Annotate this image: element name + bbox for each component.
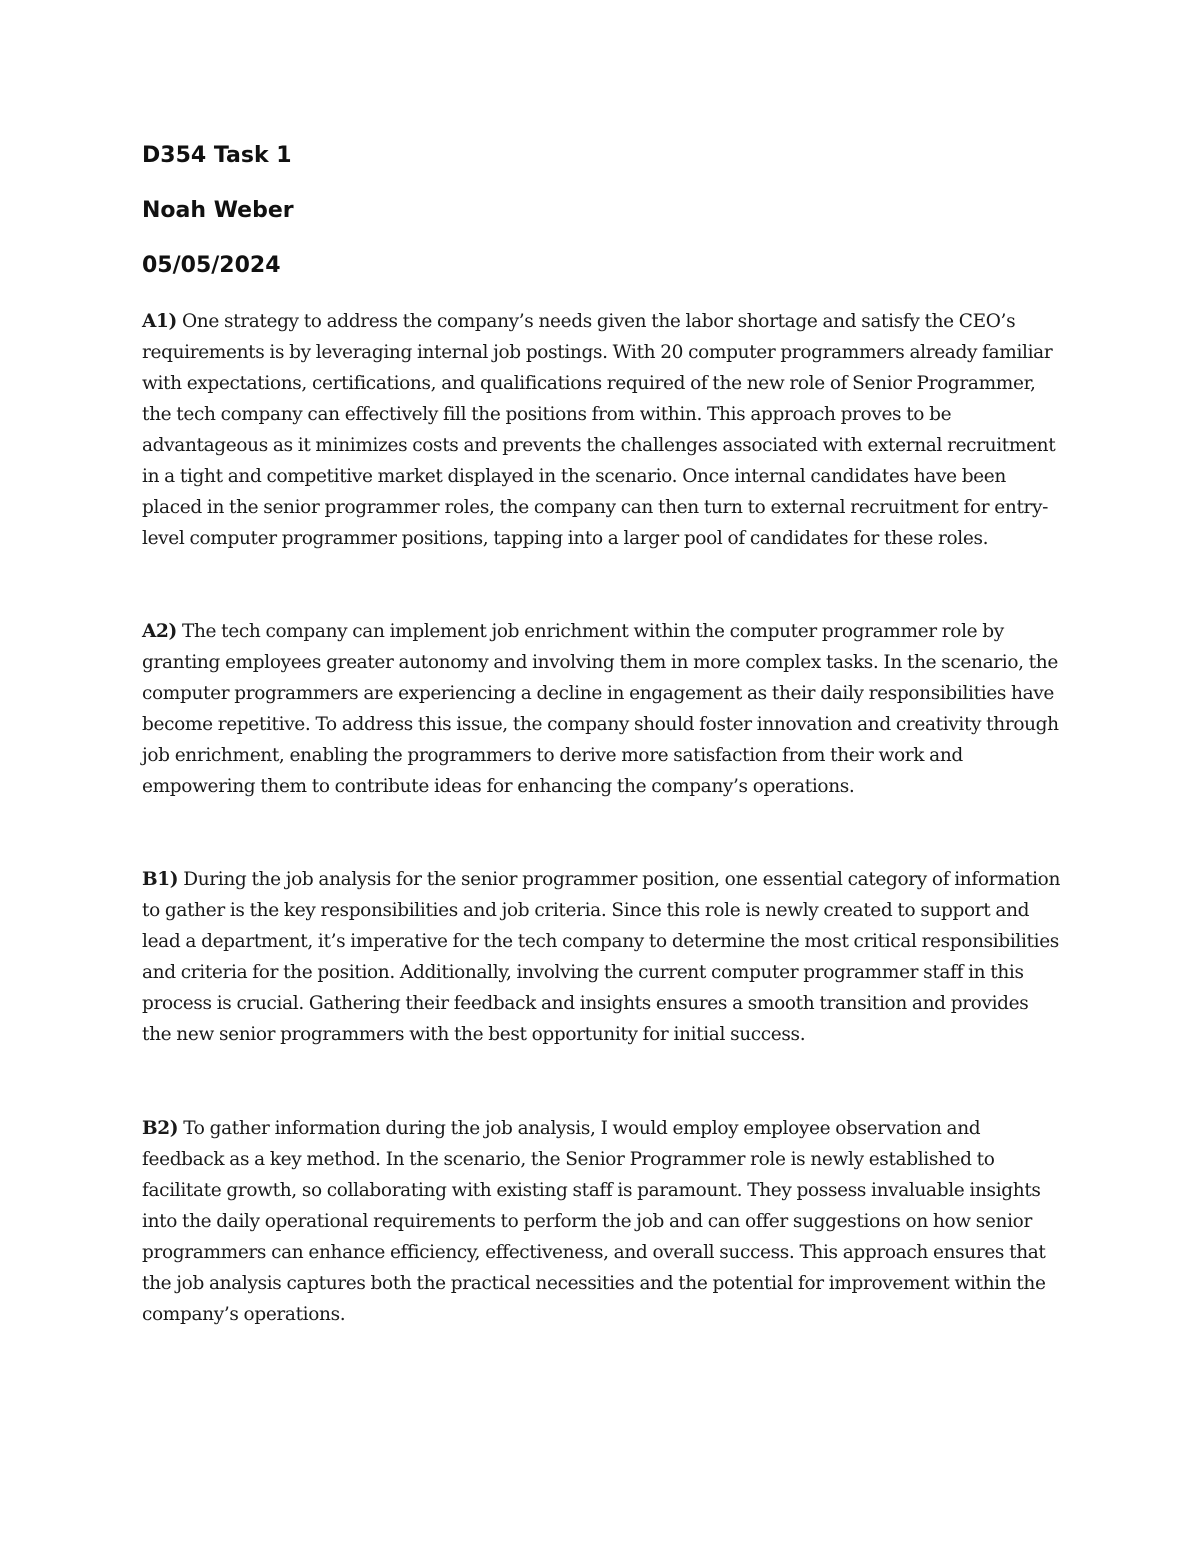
section-b1-paragraph xyxy=(142,864,1062,1050)
section-b2-text: To gather information during the job analysis, I would employ employee observation and feedback as a key method. In the scenario, the Senior Programmer role is newly established to facilitate growth, so collaborating with existing staff is paramount. They possess invaluable insights into the daily operational requirements to perform the job and can offer suggestions on how senior programmers can enhance efficiency, effectiveness, and overall success. This approach ensures that the job analysis captures both the practical necessities and the potential for improvement within the company’s operations. xyxy=(142,1118,1046,1325)
section-a1-label: A1) xyxy=(142,311,177,332)
section-b1-text: During the job analysis for the senior programmer position, one essential category of information to gather is the key responsibilities and job criteria. Since this role is newly created to support and lead a department, it’s imperative for the tech company to determine the most critical responsibilities and criteria for the position. Additionally, involving the current computer programmer staff in this process is crucial. Gathering their feedback and insights ensures a smooth transition and provides the new senior programmers with the best opportunity for initial success. xyxy=(142,869,1061,1045)
section-b2-paragraph xyxy=(142,1113,1062,1330)
section-a1-paragraph xyxy=(142,306,1062,554)
document-title: D354 Task 1 xyxy=(142,143,292,168)
section-b2-label: B2) xyxy=(142,1118,179,1139)
section-b1-label: B1) xyxy=(142,869,179,890)
author-name: Noah Weber xyxy=(142,198,294,223)
section-a2-text: The tech company can implement job enrichment within the computer programmer role by granting employees greater autonomy and involving them in more complex tasks. In the scenario, the computer programmers are experiencing a decline in engagement as their daily responsibilities have become repetitive. To address this issue, the company should foster innovation and creativity through job enrichment, enabling the programmers to derive more satisfaction from their work and empowering them to contribute ideas for enhancing the company’s operations. xyxy=(142,621,1059,797)
section-a1-text: One strategy to address the company’s needs given the labor shortage and satisfy the CEO’s requirements is by leveraging internal job postings. With 20 computer programmers already familiar with expectations, certifications, and qualifications required of the new role of Senior Programmer, the tech company can effectively fill the positions from within. This approach proves to be advantageous as it minimizes costs and prevents the challenges associated with external recruitment in a tight and competitive market displayed in the scenario. Once internal candidates have been placed in the senior programmer roles, the company can then turn to external recruitment for entry-level computer programmer positions, tapping into a larger pool of candidates for these roles. xyxy=(142,311,1056,549)
section-a2-paragraph xyxy=(142,616,1062,802)
document-date: 05/05/2024 xyxy=(142,253,281,278)
section-a2-label: A2) xyxy=(142,621,177,642)
